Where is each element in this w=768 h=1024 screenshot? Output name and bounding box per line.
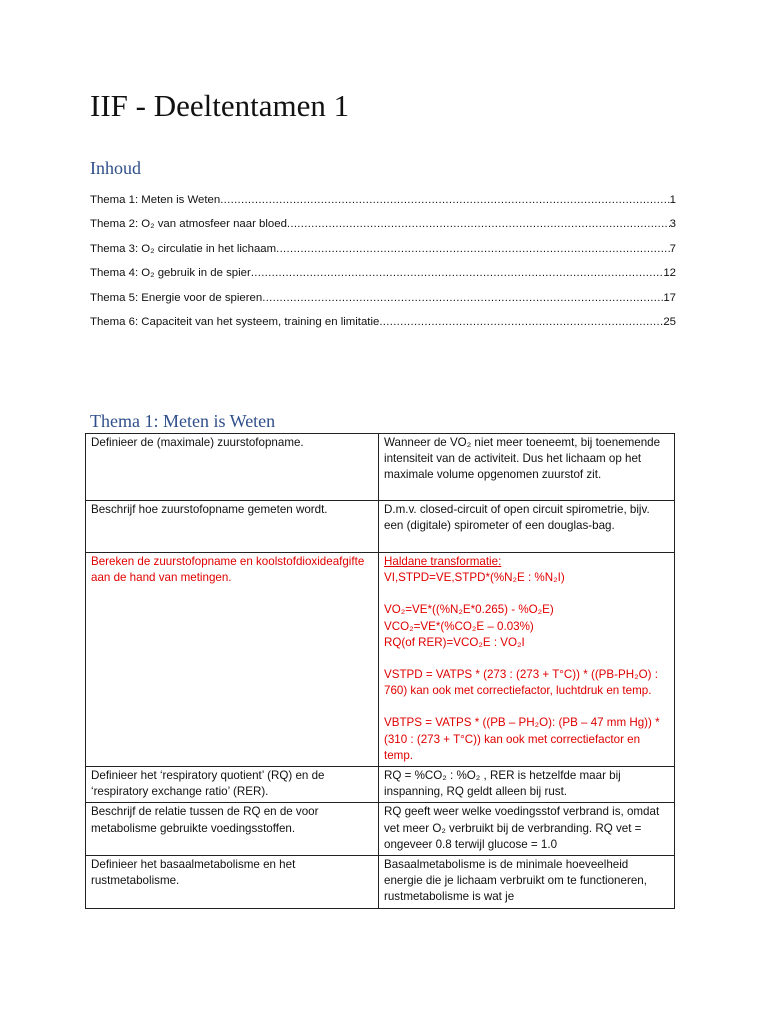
toc-entry-label[interactable]: Thema 2: O₂ van atmosfeer naar bloed xyxy=(90,218,287,230)
toc-entry-4[interactable] xyxy=(90,255,676,280)
table-row xyxy=(86,856,675,909)
formula-gap xyxy=(384,699,669,715)
toc-entry-page[interactable]: 12 xyxy=(663,267,676,279)
toc-entry-2[interactable] xyxy=(90,206,676,231)
toc-entry-1[interactable] xyxy=(90,181,676,206)
table-row xyxy=(86,434,675,501)
section-heading: Thema 1: Meten is Weten xyxy=(90,411,276,431)
table-row xyxy=(86,553,675,767)
formula-line: VCO₂=VE*(%CO₂E – 0.03%) xyxy=(384,619,534,633)
question-cell: Beschrijf hoe zuurstofopname gemeten wordt. xyxy=(86,501,379,553)
toc-leader-dots xyxy=(276,243,670,255)
table-row xyxy=(86,767,675,803)
answer-cell: D.m.v. closed-circuit of open circuit spirometrie, bijv. een (digitale) spirometer of een douglas-bag. xyxy=(379,501,675,553)
toc-leader-dots xyxy=(220,194,669,206)
answer-cell: RQ geeft weer welke voedingsstof verbrand is, omdat vet meer O₂ verbruikt bij de verbranding. RQ vet = ongeveer 0.8 terwijl glucose = 1.0 xyxy=(379,803,675,856)
toc-leader-dots xyxy=(379,316,663,328)
formula-line: RQ(of RER)=VCO₂E : VO₂I xyxy=(384,635,525,649)
toc-entry-5[interactable] xyxy=(90,279,676,304)
table-row xyxy=(86,803,675,856)
toc-leader-dots xyxy=(251,267,664,279)
answer-cell: Basaalmetabolisme is de minimale hoeveelheid energie die je lichaam verbruikt om te functioneren, rustmetabolisme is wat je xyxy=(379,856,675,909)
toc-entry-label[interactable]: Thema 4: O₂ gebruik in de spier xyxy=(90,267,251,279)
toc-leader-dots xyxy=(287,218,670,230)
formula-line: VO₂=VE*((%N₂E*0.265) - %O₂E) xyxy=(384,603,554,617)
formula-line: VSTPD = VATPS * (273 : (273 + T°C)) * ((PB-PH₂O) : 760) kan ook met correctiefactor, luchtdruk en temp. xyxy=(384,668,658,698)
haldane-heading: Haldane transformatie: xyxy=(384,555,502,568)
toc-entry-label[interactable]: Thema 1: Meten is Weten xyxy=(90,193,221,206)
toc-heading: Inhoud xyxy=(90,158,141,178)
toc-entry-3[interactable] xyxy=(90,230,676,255)
toc-entry-label[interactable]: Thema 3: O₂ circulatie in het lichaam xyxy=(90,242,277,255)
toc-entry-label[interactable]: Thema 5: Energie voor de spieren xyxy=(90,291,263,304)
toc-entry-page[interactable]: 7 xyxy=(669,242,676,255)
answer-cell: Wanneer de VO₂ niet meer toeneemt, bij toenemende intensiteit van de activiteit. Dus het lichaam op het maximale volume opgenomen zuurstof zit. xyxy=(379,434,675,501)
answer-cell xyxy=(379,553,675,767)
toc-entry-6[interactable] xyxy=(90,304,676,329)
question-cell: Definieer het ‘respiratory quotient’ (RQ) en de ‘respiratory exchange ratio’ (RER). xyxy=(86,767,379,803)
toc-leader-dots xyxy=(262,292,663,304)
toc-entry-page[interactable]: 17 xyxy=(663,291,676,304)
table-of-contents xyxy=(90,181,676,328)
toc-entry-page[interactable]: 1 xyxy=(669,193,676,206)
toc-entry-label[interactable]: Thema 6: Capaciteit van het systeem, training en limitatie xyxy=(90,316,380,328)
question-cell: Definieer de (maximale) zuurstofopname. xyxy=(86,434,379,501)
table-row xyxy=(86,501,675,553)
formula-line: VI,STPD=VE,STPD*(%N₂E : %N₂I) xyxy=(384,571,565,585)
question-cell: Definieer het basaalmetabolisme en het rustmetabolisme. xyxy=(86,856,379,909)
toc-entry-page[interactable]: 3 xyxy=(669,218,676,230)
answer-cell: RQ = %CO₂ : %O₂ , RER is hetzelfde maar bij inspanning, RQ geldt alleen bij rust. xyxy=(379,767,675,803)
question-cell: Beschrijf de relatie tussen de RQ en de voor metabolisme gebruikte voedingsstoffen. xyxy=(86,803,379,856)
question-cell: Bereken de zuurstofopname en koolstofdioxideafgifte aan de hand van metingen. xyxy=(86,553,379,767)
formula-line: VBTPS = VATPS * ((PB – PH₂O): (PB – 47 mm Hg)) * (310 : (273 + T°C)) kan ook met correctiefactor en temp. xyxy=(384,716,660,762)
question-answer-table xyxy=(85,433,675,909)
document-title: IIF - Deeltentamen 1 xyxy=(90,88,350,123)
formula-gap xyxy=(384,586,669,602)
formula-gap xyxy=(384,651,669,667)
toc-entry-page[interactable]: 25 xyxy=(663,316,676,328)
